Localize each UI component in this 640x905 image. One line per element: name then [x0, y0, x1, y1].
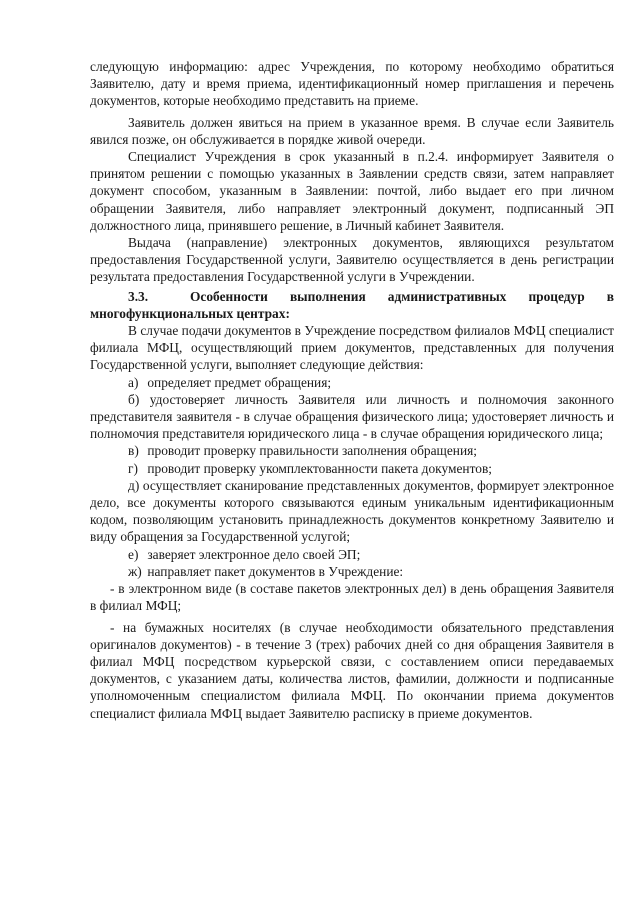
section-number: 3.3.: [128, 288, 149, 304]
list-item: ж) направляет пакет документов в Учреждение:: [128, 563, 404, 579]
document-page: [90, 58, 614, 722]
list-item: д) осуществляет сканирование представленных документов, формирует электронное дело, все документы которого связываются единым уникальным идентификационным кодом, позволяющим установить принадлежность документов конкретному Заявителю и виду обращения за Государственной услугой;: [90, 477, 614, 545]
list-item: г) проводит проверку укомплектованности пакета документов;: [128, 460, 492, 476]
section-heading: [90, 288, 614, 322]
list-item: е) заверяет электронное дело своей ЭП;: [128, 546, 361, 562]
sub-item-paper: - на бумажных носителях (в случае необходимости обязательного представления оригиналов документов) - в течение 3 (трех) рабочих дней со дня обращения Заявителя в филиал МФЦ посредством курьерской связи, с составлением описи передаваемых документов, с указанием даты, количества листов, фамилии, должности и подписанные уполномоченным специалистом филиала МФЦ. По окончании приема документов специалист филиала МФЦ выдает Заявителю расписку в приеме документов.: [90, 619, 614, 721]
sub-item-electronic: - в электронном виде (в составе пакетов электронных дел) в день обращения Заявителя в филиал МФЦ;: [90, 581, 614, 614]
paragraph-appointment-time: Заявитель должен явиться на прием в указанное время. В случае если Заявитель явился позже, он обслуживается в порядке живой очереди.: [90, 114, 614, 147]
paragraph-mfc-procedure: В случае подачи документов в Учреждение посредством филиалов МФЦ специалист филиала МФЦ, осуществляющий прием документов, представленных для получения Государственной услуги, выполняет следующие действия:: [90, 323, 614, 373]
list-item: в) проводит проверку правильности заполнения обращения;: [128, 443, 478, 459]
paragraph-electronic-documents: Выдача (направление) электронных документов, являющихся результатом предоставления Государственной услуги, Заявителю осуществляется в день регистрации результата предоставления Государственной услуги в Учреждении.: [90, 235, 614, 285]
list-item: б) удостоверяет личность Заявителя или личность и полномочия законного представителя заявителя - в случае обращения физического лица; удостоверяет личность и полномочия представителя юридического лица - в случае обращения юридического лица;: [90, 391, 614, 442]
section-title: Особенности выполнения административных процедур в многофункциональных центрах:: [90, 288, 614, 321]
list-item: а) определяет предмет обращения;: [128, 374, 332, 390]
paragraph-decision-notification: Специалист Учреждения в срок указанный в п.2.4. информирует Заявителя о принятом решении с помощью указанных в Заявлении средств связи, затем направляет документ способом, указанным в Заявлении: почтой, либо выдает его при личном обращении Заявителя, либо направляет электронный документ, подписанный ЭП должностного лица, принявшего решение, в Личный кабинет Заявителя.: [90, 149, 614, 233]
paragraph-intro-continuation: следующую информацию: адрес Учреждения, по которому необходимо обратиться Заявителю, дату и время приема, идентификационный номер приглашения и перечень документов, которые необходимо представить на приеме.: [90, 59, 614, 109]
